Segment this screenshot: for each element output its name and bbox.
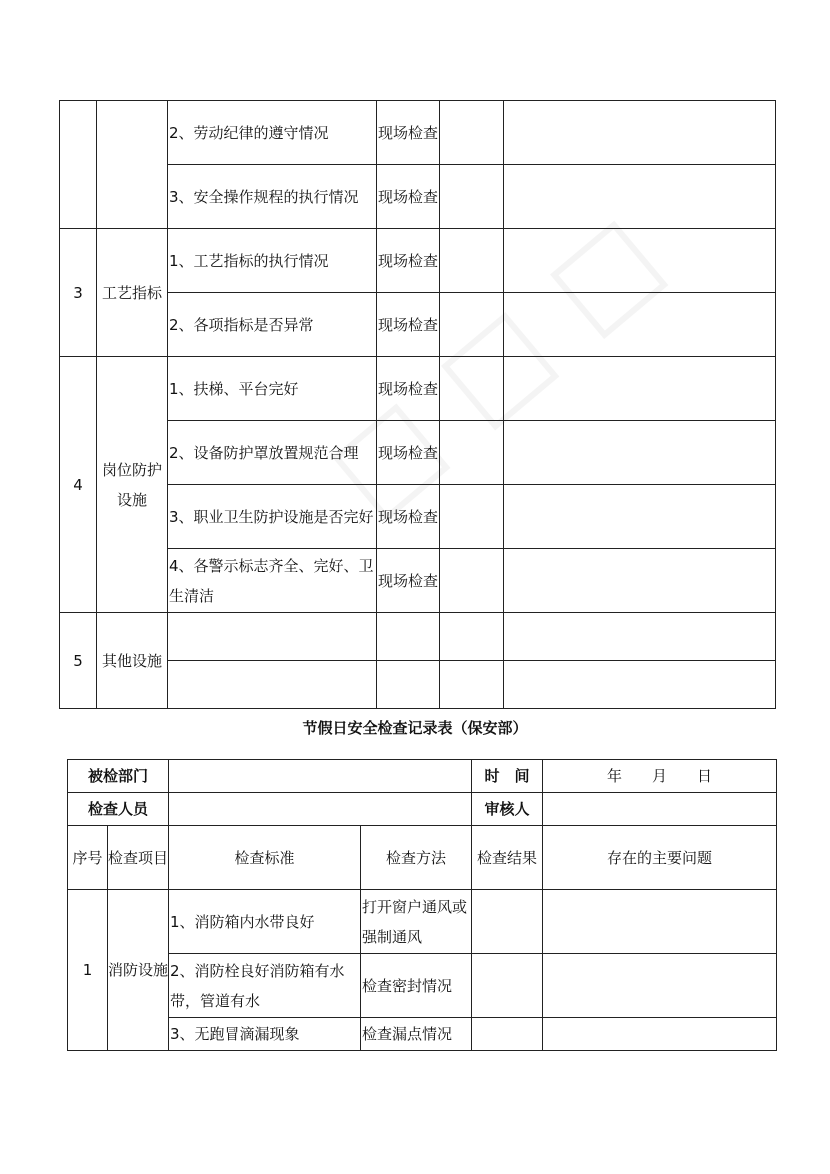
issues-cell — [504, 229, 776, 293]
method-cell: 检查漏点情况 — [361, 1018, 472, 1051]
method-cell: 现场检查 — [377, 421, 440, 485]
issues-cell[interactable] — [543, 890, 777, 954]
issues-cell — [504, 661, 776, 709]
header-issues: 存在的主要问题 — [543, 826, 777, 890]
issues-cell — [504, 421, 776, 485]
result-cell — [440, 485, 504, 549]
result-cell[interactable] — [472, 1018, 543, 1051]
item-cell: 消防设施 — [108, 890, 169, 1051]
header-standard: 检查标准 — [169, 826, 361, 890]
result-cell — [440, 357, 504, 421]
result-cell — [440, 613, 504, 661]
standard-cell: 4、各警示标志齐全、完好、卫生清洁 — [168, 549, 377, 613]
result-cell — [440, 293, 504, 357]
standard-cell: 2、各项指标是否异常 — [168, 293, 377, 357]
issues-cell[interactable] — [543, 1018, 777, 1051]
standard-cell: 2、劳动纪律的遵守情况 — [168, 101, 377, 165]
result-cell — [440, 549, 504, 613]
dept-value[interactable] — [169, 760, 472, 793]
inspector-label: 检查人员 — [68, 793, 169, 826]
standard-cell: 2、设备防护罩放置规范合理 — [168, 421, 377, 485]
form-title: 节假日安全检查记录表（保安部） — [302, 719, 528, 737]
method-cell: 现场检查 — [377, 293, 440, 357]
standard-cell — [168, 613, 377, 661]
seq-cell: 5 — [60, 613, 97, 709]
method-cell — [377, 613, 440, 661]
standard-cell: 3、职业卫生防护设施是否完好 — [168, 485, 377, 549]
header-result: 检查结果 — [472, 826, 543, 890]
dept-label: 被检部门 — [68, 760, 169, 793]
holiday-inspection-table — [67, 759, 777, 1051]
issues-cell — [504, 549, 776, 613]
method-cell: 打开窗户通风或强制通风 — [361, 890, 472, 954]
standard-cell: 2、消防栓良好消防箱有水带，管道有水 — [169, 954, 361, 1018]
standard-cell: 3、无跑冒滴漏现象 — [169, 1018, 361, 1051]
standard-cell: 1、消防箱内水带良好 — [169, 890, 361, 954]
item-cell: 岗位防护设施 — [97, 357, 168, 613]
method-cell: 现场检查 — [377, 485, 440, 549]
seq-cell: 1 — [68, 890, 108, 1051]
item-cell: 工艺指标 — [97, 229, 168, 357]
reviewer-value[interactable] — [543, 793, 777, 826]
seq-cell: 3 — [60, 229, 97, 357]
issues-cell — [504, 613, 776, 661]
issues-cell[interactable] — [543, 954, 777, 1018]
method-cell: 检查密封情况 — [361, 954, 472, 1018]
standard-cell: 1、工艺指标的执行情况 — [168, 229, 377, 293]
method-cell: 现场检查 — [377, 165, 440, 229]
result-cell — [440, 661, 504, 709]
header-method: 检查方法 — [361, 826, 472, 890]
seq-cell — [60, 101, 97, 229]
method-cell: 现场检查 — [377, 549, 440, 613]
issues-cell — [504, 165, 776, 229]
result-cell — [440, 229, 504, 293]
result-cell — [440, 421, 504, 485]
item-cell — [97, 101, 168, 229]
reviewer-label: 审核人 — [472, 793, 543, 826]
result-cell[interactable] — [472, 890, 543, 954]
result-cell — [440, 101, 504, 165]
standard-cell: 3、安全操作规程的执行情况 — [168, 165, 377, 229]
item-cell: 其他设施 — [97, 613, 168, 709]
issues-cell — [504, 357, 776, 421]
issues-cell — [504, 101, 776, 165]
issues-cell — [504, 485, 776, 549]
inspection-table-continued — [59, 100, 776, 709]
result-cell[interactable] — [472, 954, 543, 1018]
header-no: 序号 — [68, 826, 108, 890]
issues-cell — [504, 293, 776, 357]
header-item: 检查项目 — [108, 826, 169, 890]
date-value[interactable]: 年 月 日 — [543, 760, 777, 793]
standard-cell — [168, 661, 377, 709]
result-cell — [440, 165, 504, 229]
standard-cell: 1、扶梯、平台完好 — [168, 357, 377, 421]
seq-cell: 4 — [60, 357, 97, 613]
inspector-value[interactable] — [169, 793, 472, 826]
method-cell: 现场检查 — [377, 229, 440, 293]
time-label: 时 间 — [472, 760, 543, 793]
method-cell — [377, 661, 440, 709]
method-cell: 现场检查 — [377, 357, 440, 421]
method-cell: 现场检查 — [377, 101, 440, 165]
